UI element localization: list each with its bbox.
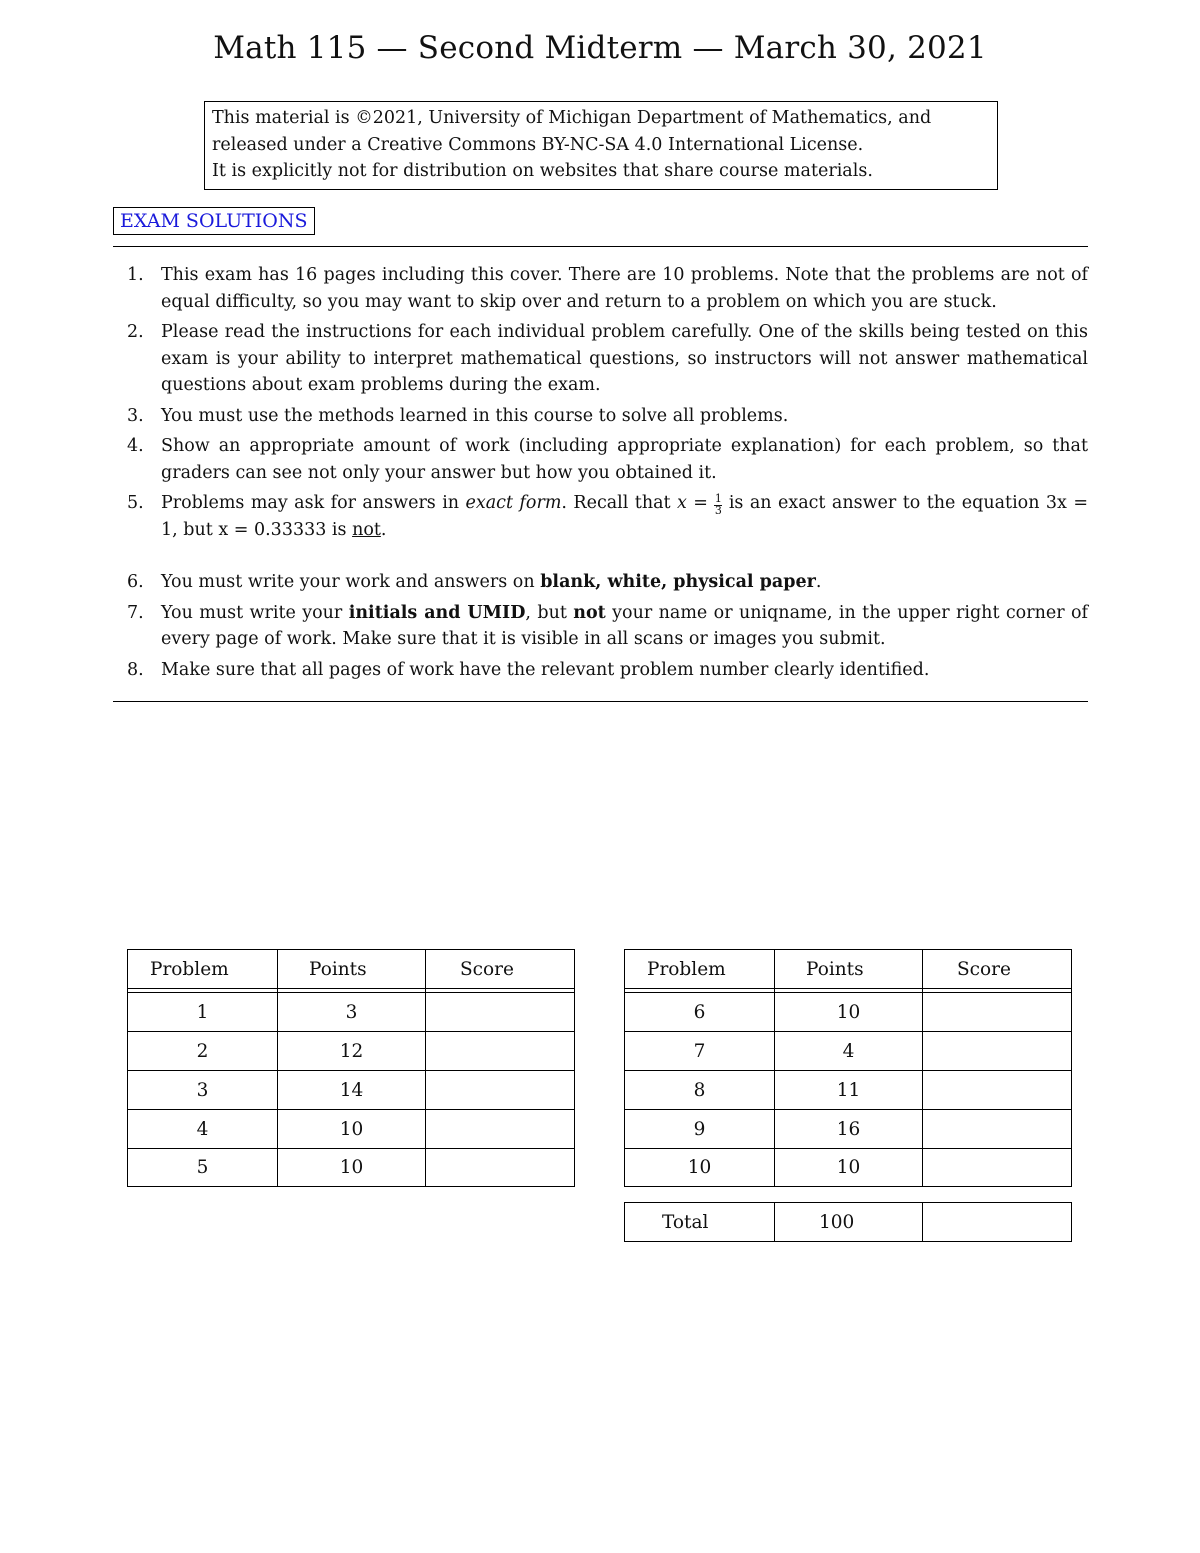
instruction-number: 1. bbox=[127, 265, 144, 285]
instruction-number: 8. bbox=[127, 659, 144, 680]
text-segment: You must write your work and answers on bbox=[161, 572, 541, 592]
table-row bbox=[624, 1070, 1072, 1109]
license-line: It is explicitly not for distribution on websites that share course materials. bbox=[212, 161, 873, 181]
score-cell[interactable] bbox=[922, 1109, 1072, 1148]
table-row bbox=[624, 992, 1072, 1031]
total-label: Total bbox=[624, 1202, 774, 1242]
instruction-text: Please read the instructions for each individual problem carefully. One of the skills being tested on this exam is your ability to interpret mathematical questions, so instructors will not answer mathematical questions about exam problems during the exam. bbox=[161, 322, 1088, 395]
problem-cell: 10 bbox=[624, 1148, 774, 1187]
table-row bbox=[127, 1031, 575, 1070]
fraction-denominator: 3 bbox=[714, 504, 722, 517]
points-cell: 11 bbox=[774, 1070, 922, 1109]
header-problem: Problem bbox=[127, 949, 277, 989]
score-cell[interactable] bbox=[425, 1109, 575, 1148]
text-segment: . bbox=[815, 572, 822, 592]
text-segment: . Recall that bbox=[561, 493, 677, 513]
text-segment: , but bbox=[525, 602, 574, 623]
problem-cell: 4 bbox=[127, 1109, 277, 1148]
points-cell: 14 bbox=[277, 1070, 425, 1109]
math-expression: x = bbox=[677, 493, 708, 513]
instruction-text bbox=[161, 490, 1088, 543]
total-row-table bbox=[624, 1202, 1072, 1242]
divider-top bbox=[113, 246, 1088, 247]
instruction-text: This exam has 16 pages including this cover. There are 10 problems. Note that the problems are not of equal difficulty, so you may want to skip over and return to a problem on which you are stuck. bbox=[161, 265, 1088, 312]
instruction-number: 3. bbox=[127, 405, 144, 426]
score-cell[interactable] bbox=[922, 992, 1072, 1031]
score-cell[interactable] bbox=[425, 1148, 575, 1187]
instruction-number: 6. bbox=[127, 572, 144, 592]
problem-cell: 3 bbox=[127, 1070, 277, 1109]
exam-solutions-badge: EXAM SOLUTIONS bbox=[113, 207, 315, 235]
table-row bbox=[127, 1148, 575, 1187]
table-row bbox=[624, 1109, 1072, 1148]
score-cell[interactable] bbox=[922, 1070, 1072, 1109]
score-cell[interactable] bbox=[922, 1031, 1072, 1070]
score-table-left bbox=[127, 949, 575, 1187]
instruction-number: 2. bbox=[127, 322, 144, 342]
points-cell: 3 bbox=[277, 992, 425, 1031]
text-emphasis: exact form bbox=[465, 493, 562, 513]
table-header-row bbox=[624, 949, 1072, 989]
instruction-item bbox=[113, 600, 1088, 653]
license-line: This material is ©2021, University of Michigan Department of Mathematics, and bbox=[212, 108, 932, 128]
instruction-text bbox=[161, 569, 1088, 596]
text-underline: not bbox=[352, 519, 381, 540]
score-cell[interactable] bbox=[425, 992, 575, 1031]
license-box bbox=[204, 101, 998, 190]
header-points: Points bbox=[774, 949, 922, 989]
instruction-item bbox=[113, 262, 1088, 315]
total-row bbox=[624, 1202, 1072, 1242]
score-cell[interactable] bbox=[425, 1031, 575, 1070]
instruction-item bbox=[113, 319, 1088, 399]
problem-cell: 6 bbox=[624, 992, 774, 1031]
instruction-item bbox=[113, 403, 1088, 430]
text-bold: blank, white, physical paper bbox=[540, 572, 816, 592]
problem-cell: 8 bbox=[624, 1070, 774, 1109]
problem-cell: 9 bbox=[624, 1109, 774, 1148]
text-bold: initials and UMID bbox=[348, 602, 526, 623]
problem-cell: 5 bbox=[127, 1148, 277, 1187]
instruction-text: Show an appropriate amount of work (including appropriate explanation) for each problem, so that graders can see not only your answer but how you obtained it. bbox=[161, 436, 1088, 483]
points-cell: 10 bbox=[277, 1148, 425, 1187]
table-row bbox=[624, 1031, 1072, 1070]
header-points: Points bbox=[277, 949, 425, 989]
instruction-item bbox=[113, 490, 1088, 543]
problem-cell: 1 bbox=[127, 992, 277, 1031]
table-row bbox=[127, 1109, 575, 1148]
instruction-number: 5. bbox=[127, 493, 144, 513]
points-cell: 10 bbox=[277, 1109, 425, 1148]
text-segment: is an exact answer to the equation 3x = 1, but x = 0.33333 is bbox=[161, 493, 1088, 540]
header-score: Score bbox=[425, 949, 575, 989]
problem-cell: 2 bbox=[127, 1031, 277, 1070]
instructions-list bbox=[113, 262, 1088, 687]
score-cell[interactable] bbox=[922, 1148, 1072, 1187]
instruction-number: 4. bbox=[127, 436, 144, 456]
score-cell[interactable] bbox=[425, 1070, 575, 1109]
table-row bbox=[624, 1148, 1072, 1187]
instruction-text: You must use the methods learned in this course to solve all problems. bbox=[161, 405, 789, 426]
instruction-text bbox=[161, 600, 1088, 653]
table-row bbox=[127, 992, 575, 1031]
total-points: 100 bbox=[774, 1202, 922, 1242]
instruction-item bbox=[113, 569, 1088, 596]
text-segment: . bbox=[380, 519, 387, 540]
score-table-right bbox=[624, 949, 1072, 1187]
page-title: Math 115 — Second Midterm — March 30, 2021 bbox=[213, 30, 987, 66]
text-bold: not bbox=[573, 602, 606, 623]
text-segment: You must write your bbox=[161, 602, 349, 623]
header-problem: Problem bbox=[624, 949, 774, 989]
fraction-numerator: 1 bbox=[714, 492, 722, 505]
table-header-row bbox=[127, 949, 575, 989]
text-segment: your name or uniqname, in the upper right corner of every page of work. Make sure that it is visible in all scans or images you submit. bbox=[161, 602, 1088, 649]
points-cell: 10 bbox=[774, 992, 922, 1031]
license-line: released under a Creative Commons BY-NC-SA 4.0 International License. bbox=[212, 134, 864, 155]
instruction-text: Make sure that all pages of work have the relevant problem number clearly identified. bbox=[161, 659, 930, 680]
header-score: Score bbox=[922, 949, 1072, 989]
total-score-cell[interactable] bbox=[922, 1202, 1072, 1242]
points-cell: 12 bbox=[277, 1031, 425, 1070]
text-segment: Problems may ask for answers in bbox=[161, 493, 466, 513]
points-cell: 16 bbox=[774, 1109, 922, 1148]
problem-cell: 7 bbox=[624, 1031, 774, 1070]
table-row bbox=[127, 1070, 575, 1109]
instruction-item bbox=[113, 657, 1088, 684]
points-cell: 4 bbox=[774, 1031, 922, 1070]
points-cell: 10 bbox=[774, 1148, 922, 1187]
instruction-item bbox=[113, 433, 1088, 486]
instruction-number: 7. bbox=[127, 602, 144, 623]
divider-bottom bbox=[113, 701, 1088, 702]
